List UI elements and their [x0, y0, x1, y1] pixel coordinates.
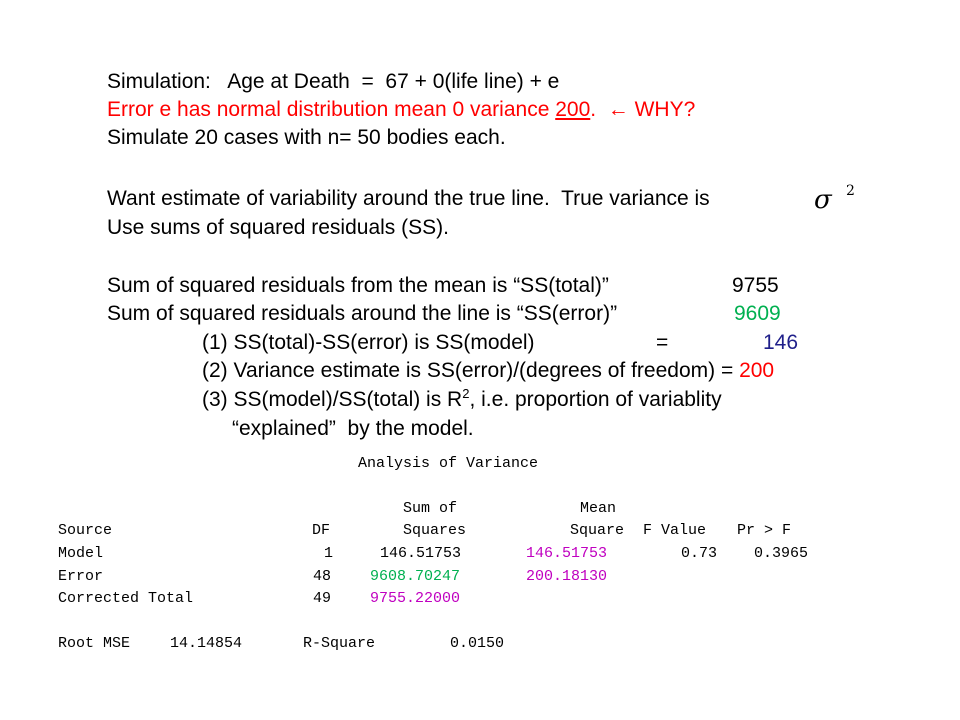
row-source: Corrected Total [58, 590, 194, 607]
row-sum-of-squares: 9608.70247 [370, 568, 461, 585]
row-mean-square: 146.51753 [526, 545, 608, 562]
sum-of-header: Sum of [403, 500, 458, 517]
item-1-value: 146 [763, 331, 799, 354]
simulate-cases-line: Simulate 20 cases with n= 50 bodies each. [107, 126, 506, 149]
sigma-glyph: σ [814, 185, 832, 214]
sigma-squared-symbol [810, 184, 860, 214]
row-mean-square: 200.18130 [526, 568, 608, 585]
item-3-text-rest: , i.e. proportion of variablity [469, 388, 722, 411]
want-estimate-line: Want estimate of variability around the true line. True variance is [107, 187, 710, 210]
sigma-exponent: 2 [846, 184, 855, 199]
item-3-continuation: “explained” by the model. [232, 417, 474, 440]
anova-title: Analysis of Variance [358, 455, 539, 472]
row-source: Error [58, 568, 104, 585]
ss-total-value: 9755 [732, 274, 779, 297]
r-squared-exponent: 2 [462, 386, 470, 401]
row-df: 1 [324, 545, 334, 562]
row-sum-of-squares: 9755.22000 [370, 590, 461, 607]
item-2-value: 200 [739, 359, 775, 382]
df-header: DF [312, 522, 331, 539]
square-header: Square [570, 522, 625, 539]
ss-error-value: 9609 [734, 302, 781, 325]
ss-error-line: Sum of squared residuals around the line is “SS(error)” [107, 302, 618, 325]
pr-f-header: Pr > F [737, 522, 792, 539]
simulation-line: Simulation: Age at Death = 67 + 0(life line) + e [107, 70, 560, 93]
root-mse-value: 14.14854 [170, 635, 243, 652]
item-2-line [202, 358, 774, 384]
row-f-value: 0.73 [681, 545, 718, 562]
item-1-equals: = [656, 331, 669, 354]
variance-200-underlined: 200 [555, 98, 591, 121]
squares-header: Squares [403, 522, 467, 539]
item-3-text: (3) SS(model)/SS(total) is R [202, 388, 463, 411]
left-arrow-icon: ← [607, 98, 629, 121]
item-2-text: (2) Variance estimate is SS(error)/(degrees of freedom) = [202, 359, 740, 382]
r-square-value: 0.0150 [450, 635, 505, 652]
item-3-line [202, 387, 722, 413]
row-sum-of-squares: 146.51753 [380, 545, 462, 562]
r-square-label: R-Square [303, 635, 376, 652]
row-df: 49 [313, 590, 332, 607]
f-value-header: F Value [643, 522, 707, 539]
why-text: WHY? [628, 98, 696, 121]
row-p-value: 0.3965 [754, 545, 809, 562]
root-mse-label: Root MSE [58, 635, 131, 652]
error-distribution-mid: . [590, 98, 608, 121]
ss-total-line: Sum of squared residuals from the mean is “SS(total)” [107, 274, 609, 297]
item-1-text: (1) SS(total)-SS(error) is SS(model) [202, 331, 535, 354]
error-distribution-line [107, 97, 695, 123]
source-header: Source [58, 522, 113, 539]
error-distribution-text: Error e has normal distribution mean 0 variance [107, 98, 556, 121]
row-source: Model [58, 545, 104, 562]
row-df: 48 [313, 568, 332, 585]
mean-header: Mean [580, 500, 617, 517]
use-sums-line: Use sums of squared residuals (SS). [107, 216, 449, 239]
